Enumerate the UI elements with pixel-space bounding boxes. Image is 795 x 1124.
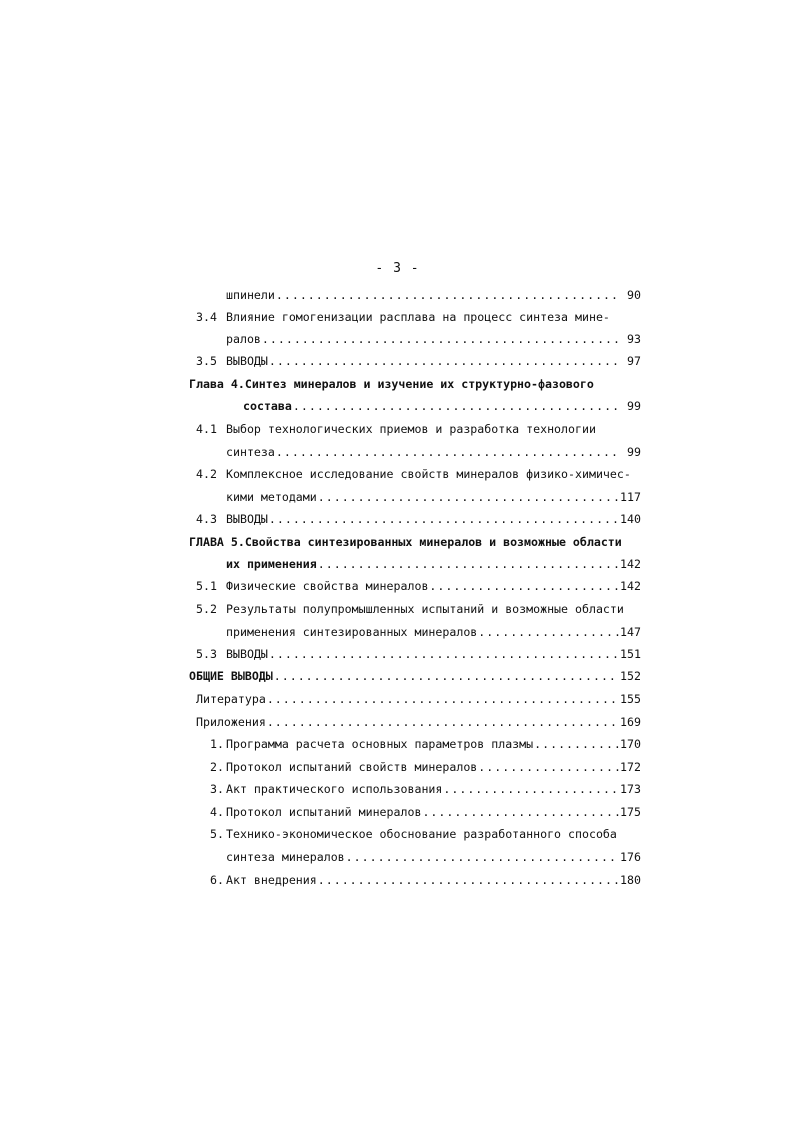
appendix-number: 3. — [210, 782, 224, 796]
entry-title: ралов — [226, 332, 261, 346]
leader-dots — [274, 668, 619, 684]
entry-title: ВЫВОДЫ — [226, 512, 268, 526]
appendix-number: 1. — [210, 737, 224, 751]
leader-dots — [318, 556, 619, 572]
entry-title: Физические свойства минералов — [226, 579, 429, 593]
section-number: 4.1 — [196, 422, 217, 436]
leader-dots — [269, 511, 619, 527]
section-number: 5.1 — [196, 579, 217, 593]
entry-title: синтеза — [226, 445, 275, 459]
entry-title: Литература — [196, 692, 266, 706]
entry-title: Акт внедрения — [226, 873, 317, 887]
leader-dots — [346, 849, 619, 865]
entry-title: Результаты полупромышленных испытаний и возможные области — [226, 602, 624, 616]
entry-title: Влияние гомогенизации расплава на процесс синтеза мине- — [226, 310, 610, 324]
entry-title: Протокол испытаний свойств минералов — [226, 760, 478, 774]
leader-dots — [318, 872, 619, 888]
leader-dots — [267, 714, 619, 730]
appendix-number: 2. — [210, 760, 224, 774]
entry-title: применения синтезированных минералов — [226, 625, 478, 639]
entry-title: Технико-экономическое обоснование разработанного способа — [226, 827, 617, 841]
entry-title: ВЫВОДЫ — [226, 647, 268, 661]
leader-dots — [422, 804, 619, 820]
leader-dots — [262, 331, 619, 347]
entry-page: 97 — [627, 354, 641, 368]
appendix-number: 4. — [210, 805, 224, 819]
leader-dots — [534, 736, 619, 752]
entry-title: ОБЩИЕ ВЫВОДЫ — [189, 669, 273, 683]
entry-page: 175 — [620, 805, 641, 819]
section-number: 3.5 — [196, 354, 217, 368]
entry-page: 142 — [620, 579, 641, 593]
entry-page: 90 — [627, 288, 641, 302]
leader-dots — [269, 646, 619, 662]
leader-dots — [478, 759, 619, 775]
entry-title: кими методами — [226, 490, 317, 504]
leader-dots — [429, 578, 619, 594]
entry-page: 176 — [620, 850, 641, 864]
leader-dots — [269, 353, 619, 369]
entry-title: синтеза минералов — [226, 850, 345, 864]
entry-title: Комплексное исследование свойств минералов физико-химичес- — [226, 467, 631, 481]
entry-title: Программа расчета основных параметров плазмы — [226, 737, 534, 751]
entry-page: 172 — [620, 760, 641, 774]
leader-dots — [478, 624, 619, 640]
entry-title: Выбор технологических приемов и разработка технологии — [226, 422, 596, 436]
chapter-title: их применения — [226, 557, 317, 571]
appendix-number: 6. — [210, 873, 224, 887]
section-number: 4.3 — [196, 512, 217, 526]
section-number: 3.4 — [196, 310, 217, 324]
entry-page: 142 — [620, 557, 641, 571]
entry-page: 152 — [620, 669, 641, 683]
entry-page: 155 — [620, 692, 641, 706]
chapter-title: ГЛАВА 5.Свойства синтезированных минералов и возможные области — [189, 535, 622, 549]
entry-title: ВЫВОДЫ — [226, 354, 268, 368]
leader-dots — [276, 287, 619, 303]
leader-dots — [276, 444, 619, 460]
entry-page: 180 — [620, 873, 641, 887]
section-number: 4.2 — [196, 467, 217, 481]
leader-dots — [318, 489, 619, 505]
page-number: - 3 - — [375, 261, 420, 276]
entry-page: 99 — [627, 399, 641, 413]
entry-page: 140 — [620, 512, 641, 526]
entry-page: 170 — [620, 737, 641, 751]
entry-title: Приложения — [196, 715, 266, 729]
appendix-number: 5. — [210, 827, 224, 841]
entry-page: 117 — [620, 490, 641, 504]
entry-title: шпинели — [226, 288, 275, 302]
entry-page: 173 — [620, 782, 641, 796]
entry-page: 147 — [620, 625, 641, 639]
leader-dots — [443, 781, 619, 797]
entry-page: 169 — [620, 715, 641, 729]
entry-page: 151 — [620, 647, 641, 661]
entry-page: 93 — [627, 332, 641, 346]
entry-page: 99 — [627, 445, 641, 459]
section-number: 5.2 — [196, 602, 217, 616]
entry-title: Протокол испытаний минералов — [226, 805, 422, 819]
chapter-title: состава — [243, 399, 292, 413]
chapter-title: Глава 4.Синтез минералов и изучение их структурно-фазового — [189, 377, 594, 391]
entry-title: Акт практического использования — [226, 782, 443, 796]
leader-dots — [267, 691, 619, 707]
section-number: 5.3 — [196, 647, 217, 661]
leader-dots — [293, 398, 619, 414]
